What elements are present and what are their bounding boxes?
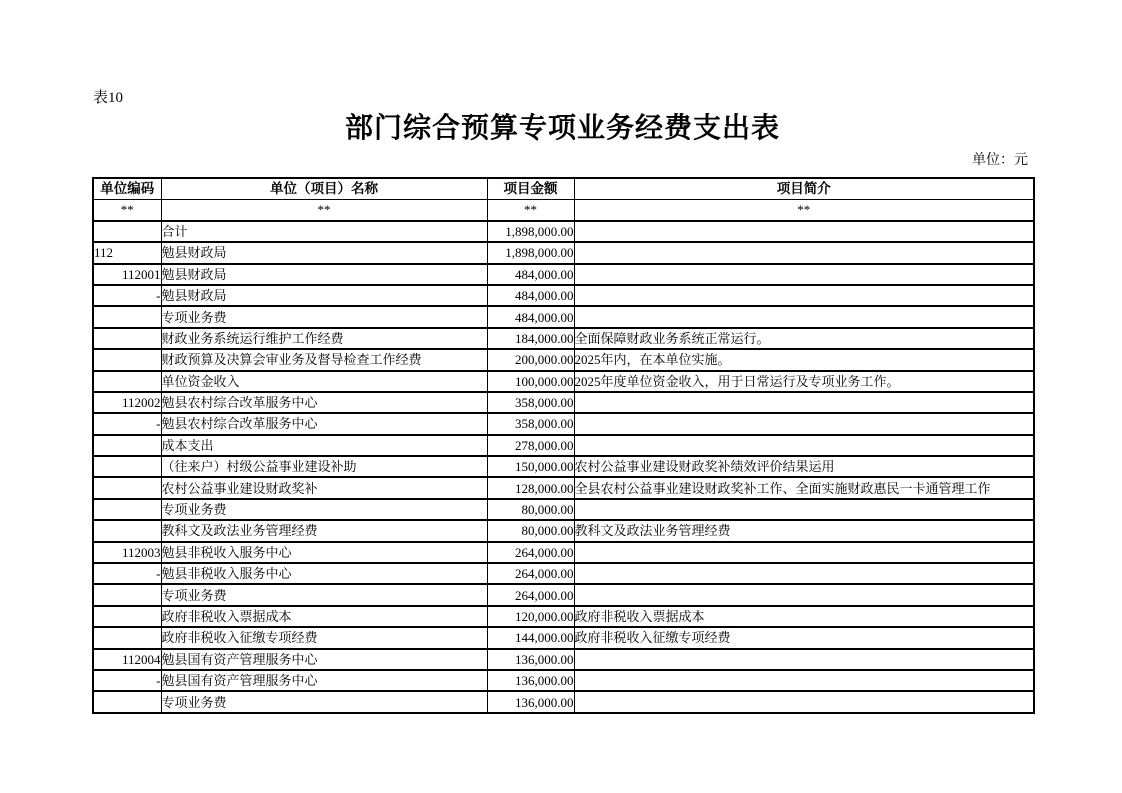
cell-unit-code xyxy=(93,691,161,712)
page-title: 部门综合预算专项业务经费支出表 xyxy=(344,113,780,144)
cell-unit-name: 勉县财政局 xyxy=(161,285,487,306)
cell-unit-name: ** xyxy=(161,199,487,220)
cell-unit-name: 勉县国有资产管理服务中心 xyxy=(161,670,487,691)
cell-unit-name: 勉县非税收入服务中心 xyxy=(161,563,487,584)
cell-amount: 136,000.00 xyxy=(487,649,574,670)
cell-amount: ** xyxy=(487,199,574,220)
cell-unit-name: 政府非税收入票据成本 xyxy=(161,606,487,627)
cell-amount: 278,000.00 xyxy=(487,435,574,456)
cell-unit-code xyxy=(93,349,161,370)
cell-unit-name: 勉县农村综合改革服务中心 xyxy=(161,392,487,413)
table-row xyxy=(93,285,1034,306)
table-row xyxy=(93,371,1034,392)
cell-description: 全面保障财政业务系统正常运行。 xyxy=(574,328,1034,349)
cell-amount: 100,000.00 xyxy=(487,371,574,392)
budget-table xyxy=(92,177,1035,714)
cell-amount: 80,000.00 xyxy=(487,520,574,541)
cell-unit-name: 专项业务费 xyxy=(161,584,487,605)
table-row xyxy=(93,649,1034,670)
cell-unit-code: - xyxy=(93,563,161,584)
cell-unit-code xyxy=(93,477,161,498)
cell-unit-name: 财政业务系统运行维护工作经费 xyxy=(161,328,487,349)
cell-unit-code: 112004 xyxy=(93,649,161,670)
cell-amount: 264,000.00 xyxy=(487,563,574,584)
cell-unit-name: 单位资金收入 xyxy=(161,371,487,392)
table-row xyxy=(93,328,1034,349)
cell-description xyxy=(574,584,1034,605)
cell-description xyxy=(574,542,1034,563)
cell-description xyxy=(574,221,1034,242)
table-row xyxy=(93,477,1034,498)
cell-unit-code: 112001 xyxy=(93,264,161,285)
table-row xyxy=(93,691,1034,712)
cell-amount: 200,000.00 xyxy=(487,349,574,370)
cell-unit-code xyxy=(93,371,161,392)
mask-row xyxy=(93,199,1034,220)
cell-unit-name: 专项业务费 xyxy=(161,306,487,327)
col-header-unit-name: 单位（项目）名称 xyxy=(161,178,487,199)
cell-description xyxy=(574,242,1034,263)
cell-unit-name: 勉县国有资产管理服务中心 xyxy=(161,649,487,670)
cell-unit-code xyxy=(93,627,161,648)
cell-description xyxy=(574,691,1034,712)
cell-description: 全县农村公益事业建设财政奖补工作、全面实施财政惠民一卡通管理工作 xyxy=(574,477,1034,498)
cell-description xyxy=(574,670,1034,691)
cell-unit-name: 勉县财政局 xyxy=(161,264,487,285)
cell-unit-code xyxy=(93,221,161,242)
table-body xyxy=(93,199,1034,712)
cell-amount: 136,000.00 xyxy=(487,691,574,712)
cell-amount: 184,000.00 xyxy=(487,328,574,349)
cell-description: 农村公益事业建设财政奖补绩效评价结果运用 xyxy=(574,456,1034,477)
table-row xyxy=(93,413,1034,434)
cell-description xyxy=(574,306,1034,327)
cell-description xyxy=(574,264,1034,285)
cell-unit-code: - xyxy=(93,285,161,306)
cell-unit-code xyxy=(93,606,161,627)
cell-unit-name: （往来户）村级公益事业建设补助 xyxy=(161,456,487,477)
cell-amount: 484,000.00 xyxy=(487,285,574,306)
cell-amount: 1,898,000.00 xyxy=(487,221,574,242)
table-row xyxy=(93,542,1034,563)
cell-unit-code xyxy=(93,306,161,327)
cell-amount: 358,000.00 xyxy=(487,392,574,413)
cell-unit-name: 政府非税收入征缴专项经费 xyxy=(161,627,487,648)
table-number-label: 表10 xyxy=(93,90,124,106)
cell-description xyxy=(574,392,1034,413)
table-row xyxy=(93,242,1034,263)
cell-unit-code xyxy=(93,520,161,541)
cell-unit-name: 成本支出 xyxy=(161,435,487,456)
table-row xyxy=(93,392,1034,413)
unit-note: 单位：元 xyxy=(972,153,1028,168)
cell-unit-code xyxy=(93,328,161,349)
cell-unit-name: 专项业务费 xyxy=(161,691,487,712)
cell-description: 教科文及政法业务管理经费 xyxy=(574,520,1034,541)
cell-amount: 484,000.00 xyxy=(487,306,574,327)
cell-unit-name: 勉县非税收入服务中心 xyxy=(161,542,487,563)
cell-description xyxy=(574,285,1034,306)
cell-unit-name: 合计 xyxy=(161,221,487,242)
cell-description: 2025年内，在本单位实施。 xyxy=(574,349,1034,370)
cell-description xyxy=(574,563,1034,584)
cell-description xyxy=(574,649,1034,670)
cell-description: 政府非税收入票据成本 xyxy=(574,606,1034,627)
cell-amount: 358,000.00 xyxy=(487,413,574,434)
cell-unit-code: 112003 xyxy=(93,542,161,563)
cell-unit-code xyxy=(93,435,161,456)
table-row xyxy=(93,264,1034,285)
cell-amount: 150,000.00 xyxy=(487,456,574,477)
table-row xyxy=(93,499,1034,520)
table-row xyxy=(93,456,1034,477)
cell-unit-code: - xyxy=(93,670,161,691)
cell-amount: 144,000.00 xyxy=(487,627,574,648)
cell-description xyxy=(574,499,1034,520)
table-row xyxy=(93,221,1034,242)
cell-description: 2025年度单位资金收入，用于日常运行及专项业务工作。 xyxy=(574,371,1034,392)
table-row xyxy=(93,520,1034,541)
cell-unit-name: 专项业务费 xyxy=(161,499,487,520)
cell-amount: 1,898,000.00 xyxy=(487,242,574,263)
cell-amount: 136,000.00 xyxy=(487,670,574,691)
header-row xyxy=(93,178,1034,199)
cell-description xyxy=(574,435,1034,456)
cell-unit-name: 财政预算及决算会审业务及督导检查工作经费 xyxy=(161,349,487,370)
col-header-description: 项目简介 xyxy=(574,178,1034,199)
cell-amount: 120,000.00 xyxy=(487,606,574,627)
col-header-amount: 项目金额 xyxy=(487,178,574,199)
cell-unit-code: 112002 xyxy=(93,392,161,413)
table-row xyxy=(93,563,1034,584)
cell-amount: 484,000.00 xyxy=(487,264,574,285)
cell-unit-code: ** xyxy=(93,199,161,220)
cell-unit-name: 农村公益事业建设财政奖补 xyxy=(161,477,487,498)
cell-amount: 128,000.00 xyxy=(487,477,574,498)
cell-unit-code xyxy=(93,456,161,477)
cell-unit-code xyxy=(93,499,161,520)
cell-amount: 264,000.00 xyxy=(487,584,574,605)
cell-description xyxy=(574,413,1034,434)
cell-amount: 264,000.00 xyxy=(487,542,574,563)
cell-unit-name: 教科文及政法业务管理经费 xyxy=(161,520,487,541)
cell-unit-code: 112 xyxy=(93,242,161,263)
table-row xyxy=(93,306,1034,327)
table-row xyxy=(93,627,1034,648)
cell-unit-code: - xyxy=(93,413,161,434)
table-row xyxy=(93,670,1034,691)
col-header-unit-code: 单位编码 xyxy=(93,178,161,199)
table-row xyxy=(93,349,1034,370)
cell-amount: 80,000.00 xyxy=(487,499,574,520)
cell-unit-name: 勉县财政局 xyxy=(161,242,487,263)
cell-description: ** xyxy=(574,199,1034,220)
cell-unit-name: 勉县农村综合改革服务中心 xyxy=(161,413,487,434)
cell-unit-code xyxy=(93,584,161,605)
table-row xyxy=(93,435,1034,456)
table-row xyxy=(93,606,1034,627)
table-row xyxy=(93,584,1034,605)
cell-description: 政府非税收入征缴专项经费 xyxy=(574,627,1034,648)
